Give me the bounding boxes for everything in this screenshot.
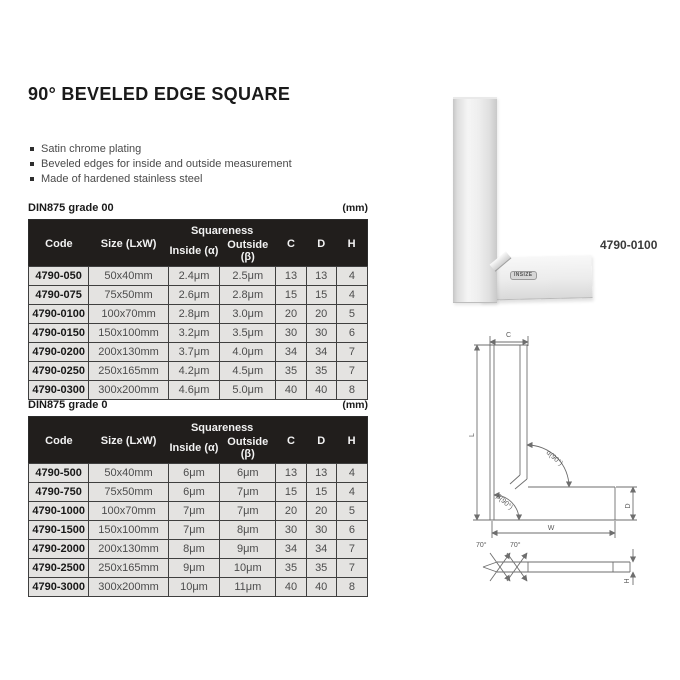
value-cell: 30: [306, 323, 336, 342]
code-cell: 4790-750: [29, 482, 89, 501]
value-cell: 30: [306, 520, 336, 539]
value-cell: 50x40mm: [89, 266, 168, 285]
label-angle1: 70°: [476, 542, 487, 549]
value-cell: 34: [306, 539, 336, 558]
code-cell: 4790-0200: [29, 342, 89, 361]
value-cell: 40: [306, 577, 336, 596]
code-cell: 4790-500: [29, 463, 89, 482]
value-cell: 6: [336, 520, 367, 539]
value-cell: 200x130mm: [89, 539, 168, 558]
value-cell: 35: [306, 558, 336, 577]
table-row: [29, 463, 368, 482]
value-cell: 7: [336, 342, 367, 361]
value-cell: 13: [306, 266, 336, 285]
value-cell: 15: [306, 285, 336, 304]
value-cell: 150x100mm: [89, 323, 168, 342]
product-photo: [440, 90, 675, 320]
value-cell: 200x130mm: [89, 342, 168, 361]
value-cell: 34: [306, 342, 336, 361]
value-cell: 8μm: [220, 520, 276, 539]
value-cell: 8μm: [168, 539, 219, 558]
value-cell: 15: [276, 482, 306, 501]
value-cell: 8: [336, 577, 367, 596]
col-header-code: Code: [29, 220, 89, 267]
value-cell: 10μm: [168, 577, 219, 596]
col-header-h: H: [336, 417, 367, 464]
table-row: [29, 323, 368, 342]
value-cell: 34: [276, 342, 306, 361]
value-cell: 100x70mm: [89, 501, 168, 520]
label-beta: β(90°): [494, 493, 514, 512]
value-cell: 150x100mm: [89, 520, 168, 539]
bullet-square-icon: [30, 147, 34, 151]
value-cell: 30: [276, 520, 306, 539]
feature-text: Beveled edges for inside and outside measurement: [41, 157, 292, 170]
label-l: L: [469, 433, 476, 437]
value-cell: 2.5μm: [220, 266, 276, 285]
value-cell: 50x40mm: [89, 463, 168, 482]
value-cell: 6μm: [168, 463, 219, 482]
value-cell: 4.0μm: [220, 342, 276, 361]
col-header-inside: Inside (α): [168, 436, 219, 464]
value-cell: 20: [306, 304, 336, 323]
value-cell: 4: [336, 482, 367, 501]
value-cell: 40: [276, 380, 306, 399]
col-header-c: C: [276, 417, 306, 464]
table-row: [29, 304, 368, 323]
col-header-c: C: [276, 220, 306, 267]
value-cell: 2.4μm: [168, 266, 219, 285]
col-header-code: Code: [29, 417, 89, 464]
value-cell: 2.8μm: [220, 285, 276, 304]
value-cell: 3.5μm: [220, 323, 276, 342]
feature-item: [30, 156, 292, 171]
value-cell: 5: [336, 304, 367, 323]
col-header-size: Size (LxW): [89, 220, 168, 267]
value-cell: 4.5μm: [220, 361, 276, 380]
value-cell: 7: [336, 558, 367, 577]
label-h: H: [624, 578, 631, 584]
code-cell: 4790-075: [29, 285, 89, 304]
code-cell: 4790-3000: [29, 577, 89, 596]
diagram-beam-outline: [473, 487, 637, 520]
value-cell: 35: [306, 361, 336, 380]
label-angle2: 70°: [510, 542, 521, 549]
spec-table-grade0: [28, 416, 368, 597]
product-code-label: 4790-0100: [600, 238, 658, 252]
value-cell: 75x50mm: [89, 285, 168, 304]
label-d: D: [625, 503, 632, 509]
table2-body: [29, 463, 368, 596]
value-cell: 40: [276, 577, 306, 596]
value-cell: 4: [336, 463, 367, 482]
col-header-d: D: [306, 417, 336, 464]
value-cell: 8: [336, 380, 367, 399]
bullet-square-icon: [30, 177, 34, 181]
col-header-size: Size (LxW): [89, 417, 168, 464]
feature-item: [30, 171, 292, 186]
value-cell: 13: [276, 266, 306, 285]
table-row: [29, 482, 368, 501]
value-cell: 34: [276, 539, 306, 558]
col-header-squareness: Squareness: [168, 417, 276, 436]
value-cell: 75x50mm: [89, 482, 168, 501]
brand-logo: INSIZE: [510, 271, 537, 280]
value-cell: 250x165mm: [89, 558, 168, 577]
code-cell: 4790-0150: [29, 323, 89, 342]
value-cell: 13: [276, 463, 306, 482]
value-cell: 9μm: [168, 558, 219, 577]
value-cell: 5.0μm: [220, 380, 276, 399]
value-cell: 30: [276, 323, 306, 342]
table-row: [29, 380, 368, 399]
value-cell: 5: [336, 501, 367, 520]
feature-text: Satin chrome plating: [41, 142, 142, 155]
table1-grade-label: DIN875 grade 00: [28, 202, 114, 214]
col-header-h: H: [336, 220, 367, 267]
table-row: [29, 285, 368, 304]
value-cell: 3.7μm: [168, 342, 219, 361]
label-w: W: [547, 525, 555, 532]
value-cell: 7μm: [220, 501, 276, 520]
value-cell: 3.2μm: [168, 323, 219, 342]
value-cell: 9μm: [220, 539, 276, 558]
table-row: [29, 361, 368, 380]
table-row: [29, 539, 368, 558]
code-cell: 4790-1500: [29, 520, 89, 539]
table-row: [29, 501, 368, 520]
col-header-d: D: [306, 220, 336, 267]
diagram-labels: [469, 332, 632, 584]
table-row: [29, 558, 368, 577]
code-cell: 4790-050: [29, 266, 89, 285]
label-alpha: α(90°): [544, 449, 564, 468]
cross-section-outline: [483, 562, 630, 572]
value-cell: 250x165mm: [89, 361, 168, 380]
value-cell: 15: [276, 285, 306, 304]
value-cell: 15: [306, 482, 336, 501]
value-cell: 3.0μm: [220, 304, 276, 323]
dimension-diagram: [438, 325, 643, 595]
value-cell: 35: [276, 361, 306, 380]
table1-unit-label: (mm): [342, 202, 368, 214]
value-cell: 6: [336, 323, 367, 342]
col-header-outside: Outside (β): [220, 436, 276, 464]
page-title: 90° BEVELED EDGE SQUARE: [28, 84, 291, 104]
value-cell: 20: [276, 501, 306, 520]
value-cell: 4.2μm: [168, 361, 219, 380]
label-c: C: [506, 332, 512, 339]
code-cell: 4790-1000: [29, 501, 89, 520]
table-row: [29, 520, 368, 539]
value-cell: 2.6μm: [168, 285, 219, 304]
table2-unit-label: (mm): [342, 399, 368, 411]
feature-list: [30, 141, 292, 186]
value-cell: 6μm: [168, 482, 219, 501]
bullet-square-icon: [30, 162, 34, 166]
value-cell: 7: [336, 361, 367, 380]
value-cell: 300x200mm: [89, 577, 168, 596]
table1-caption: [28, 202, 368, 214]
code-cell: 4790-0100: [29, 304, 89, 323]
code-cell: 4790-0300: [29, 380, 89, 399]
bevel-angle-callouts: [490, 553, 527, 581]
value-cell: 40: [306, 380, 336, 399]
col-header-outside: Outside (β): [220, 239, 276, 267]
feature-text: Made of hardened stainless steel: [41, 172, 203, 185]
table-row: [29, 342, 368, 361]
value-cell: 2.8μm: [168, 304, 219, 323]
value-cell: 10μm: [220, 558, 276, 577]
value-cell: 6μm: [220, 463, 276, 482]
spec-table-grade00: [28, 219, 368, 400]
value-cell: 7μm: [168, 501, 219, 520]
value-cell: 13: [306, 463, 336, 482]
value-cell: 300x200mm: [89, 380, 168, 399]
value-cell: 11μm: [220, 577, 276, 596]
table2-grade-label: DIN875 grade 0: [28, 399, 108, 411]
feature-item: [30, 141, 292, 156]
value-cell: 20: [276, 304, 306, 323]
code-cell: 4790-2500: [29, 558, 89, 577]
value-cell: 7μm: [168, 520, 219, 539]
value-cell: 7μm: [220, 482, 276, 501]
table-row: [29, 577, 368, 596]
table1-body: [29, 266, 368, 399]
col-header-inside: Inside (α): [168, 239, 219, 267]
value-cell: 100x70mm: [89, 304, 168, 323]
value-cell: 7: [336, 539, 367, 558]
value-cell: 4: [336, 285, 367, 304]
value-cell: 4: [336, 266, 367, 285]
value-cell: 35: [276, 558, 306, 577]
value-cell: 20: [306, 501, 336, 520]
code-cell: 4790-0250: [29, 361, 89, 380]
code-cell: 4790-2000: [29, 539, 89, 558]
square-blade-image: [453, 97, 497, 303]
col-header-squareness: Squareness: [168, 220, 276, 239]
table-row: [29, 266, 368, 285]
table2-caption: [28, 399, 368, 411]
value-cell: 4.6μm: [168, 380, 219, 399]
